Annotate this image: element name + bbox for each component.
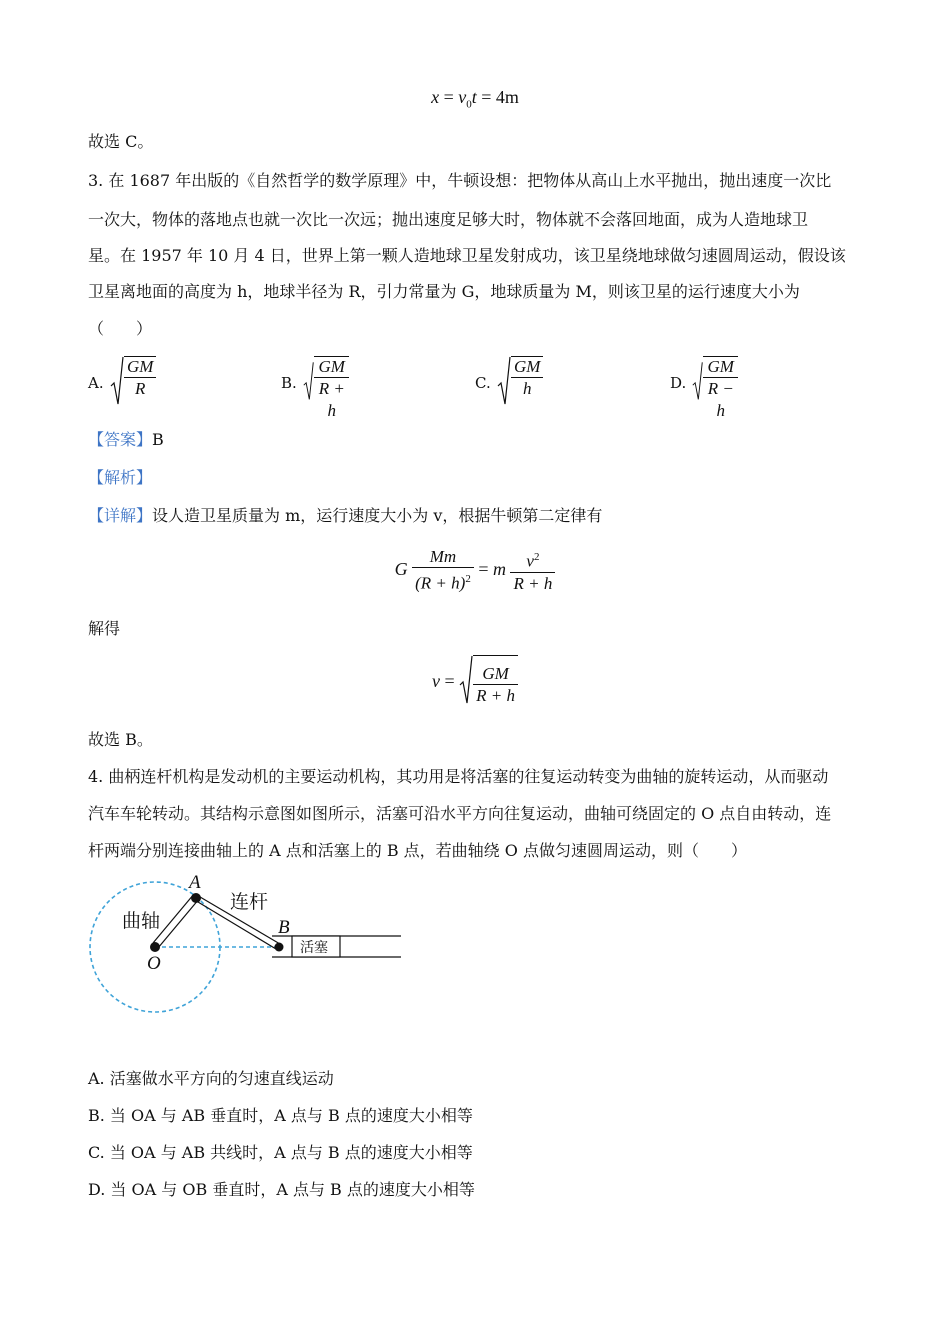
label-piston: 活塞 <box>300 940 328 956</box>
solve-text: 解得 <box>88 619 121 638</box>
q3-line-5: （ ） <box>88 319 153 338</box>
q4-choice-b[interactable]: B. 当 OA 与 AB 垂直时，A 点与 B 点的速度大小相等 <box>88 1106 473 1125</box>
newton-equation: G $\frac{Mm}{(R + h)^2}$ = m $\frac{v^2}{R + h}$ <box>0 544 950 595</box>
label-a: A <box>189 872 201 893</box>
point-b <box>275 943 284 952</box>
label-crank: 曲轴 <box>122 910 161 932</box>
q3-line-2: 一次大，物体的落地点也就一次比一次远；抛出速度足够大时，物体就不会落回地面，成为人造地球卫 <box>88 210 809 229</box>
q4-line-3: 杆两端分别连接曲轴上的 A 点和活塞上的 B 点，若曲轴绕 O 点做匀速圆周运动，则（ ） <box>88 841 747 860</box>
point-a <box>191 893 201 903</box>
q4-choice-c[interactable]: C. 当 OA 与 AB 共线时，A 点与 B 点的速度大小相等 <box>88 1143 473 1162</box>
detail-tag: 【详解】 <box>88 506 153 525</box>
detail-row <box>88 505 602 527</box>
label-o: O <box>147 953 161 974</box>
previous-conclusion: 故选 C。 <box>88 132 154 151</box>
q3-line-4: 卫星离地面的高度为 h，地球半径为 R，引力常量为 G，地球质量为 M，则该卫星的运行速度大小为 <box>88 282 800 301</box>
crank-diagram <box>85 868 415 1023</box>
answer-value: B <box>152 430 164 449</box>
detail-text: 设人造卫星质量为 m，运行速度大小为 v，根据牛顿第二定律有 <box>152 506 603 525</box>
label-b: B <box>278 917 290 938</box>
q4-choice-d[interactable]: D. 当 OA 与 OB 垂直时，A 点与 B 点的速度大小相等 <box>88 1180 475 1199</box>
analysis-tag: 【解析】 <box>88 468 153 487</box>
answer-row <box>88 429 164 451</box>
label-rod: 连杆 <box>230 891 269 913</box>
q4-line-2: 汽车车轮转动。其结构示意图如图所示，活塞可沿水平方向往复运动，曲轴可绕固定的 O 点自由转动，连 <box>88 804 832 823</box>
q4-choice-a[interactable]: A. 活塞做水平方向的匀速直线运动 <box>88 1069 334 1088</box>
top-formula: $x = v_0t = 4m$ <box>431 87 519 111</box>
q3-line-3: 星。在 1957 年 10 月 4 日，世界上第一颗人造地球卫星发射成功，该卫星绕地球做匀速圆周运动，假设该 <box>88 246 846 265</box>
point-o <box>150 942 160 952</box>
answer-tag: 【答案】 <box>88 430 153 449</box>
velocity-equation: v = $\frac{GM}{R + h}$ <box>0 654 950 710</box>
q3-line-1: 3. 在 1687 年出版的《自然哲学的数学原理》中，牛顿设想：把物体从高山上水平抛出，抛出速度一次比 <box>88 171 832 190</box>
q3-conclusion: 故选 B。 <box>88 730 153 749</box>
q4-line-1: 4. 曲柄连杆机构是发动机的主要运动机构，其功用是将活塞的往复运动转变为曲轴的旋转运动，从而驱动 <box>88 767 829 786</box>
